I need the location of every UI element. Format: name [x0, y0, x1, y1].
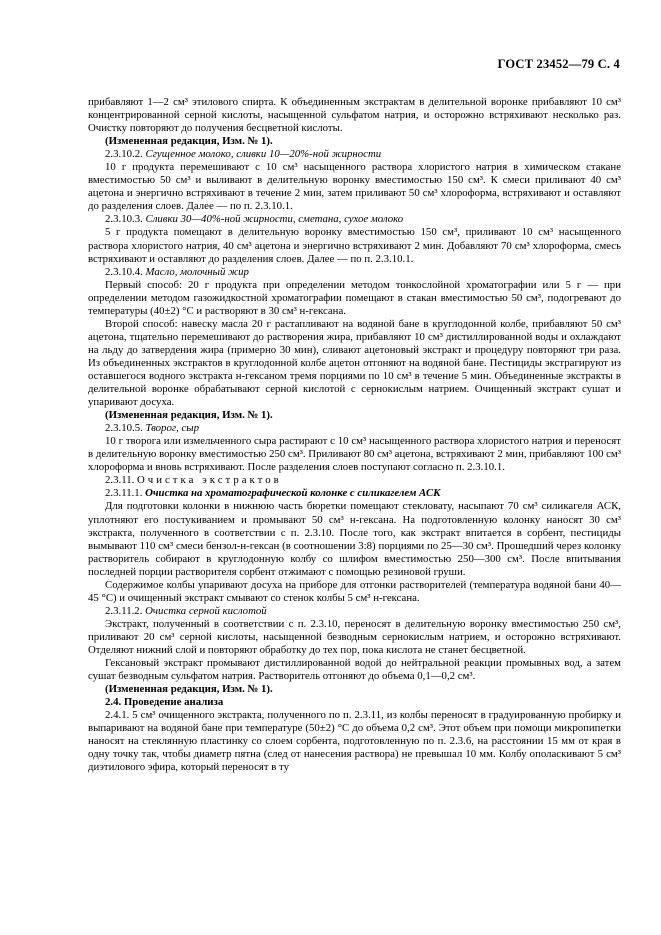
section-heading	[88, 474, 621, 487]
section-number: 2.3.11.1.	[105, 487, 143, 500]
paragraph: Для подготовки колонки в нижнюю часть бюретки помещают стекловату, насыпают 70 см³ силикагеля АСК, уплотняют его постукиванием и промывают 50 см³ н-гексана. На подготовленную колонку наносят 30 см³ экстракта, полученного в соответствии с п. 2.3.10. После того, как экстракт впитается в сорбент, пестициды вымывают 110 см³ смеси бензол-н-гексан (в соотношении 3:8) порциями по 25—30 см³. Прошедший через колонку растворитель собирают в круглодонную колбу со шлифом вместимостью 250—300 см³. После впитывания последней порции растворителя сорбент отжимают с помощью резиновой груши.	[88, 500, 621, 578]
section-heading	[88, 422, 621, 435]
paragraph: Второй способ: навеску масла 20 г растапливают на водяной бане в круглодонной колбе, прибавляют 50 см³ ацетона, тщательно перемешивают до растворения жира, прибавляют 10 см³ дистиллированной воды и охлаждают на льду до затвердения жира (примерно 30 мин), сливают ацетоновый экстракт и процедуру повторяют три раза. Из объединенных экстрактов в круглодонной колбе ацетон отгоняют на водяной бане. Пестициды экстрагируют из оставшегося водного экстракта н-гексаном тремя порциями по 10 см³ в течение 5 мин. Объединенные экстракты в делительной воронке обрабатывают серной кислотой с сернокислым натрием. Очищенный экстракт сушат и упаривают досуха.	[88, 317, 621, 409]
page-header: ГОСТ 23452—79 С. 4	[497, 57, 620, 71]
paragraph: Гексановый экстракт промывают дистиллированной водой до нейтральной реакции промывных вод, а затем сушат безводным сульфатом натрия. Растворитель отгоняют до объема 0,1—0,2 см³.	[88, 657, 621, 683]
paragraph: прибавляют 1—2 см³ этилового спирта. К объединенным экстрактам в делительной воронке прибавляют 10 см³ концентрированной серной кислоты, насыщенной сульфатом натрия, и осторожно встряхивают несколько раз. Очистку повторяют до получения бесцветной кислоты.	[88, 96, 621, 135]
section-title: Очистка серной кислотой	[145, 604, 267, 617]
section-heading	[88, 148, 621, 161]
revision-note: (Измененная редакция, Изм. № 1).	[105, 409, 273, 422]
section-heading: 2.4. Проведение анализа	[105, 696, 224, 709]
section-heading	[88, 605, 621, 618]
revision-note: (Измененная редакция, Изм. № 1).	[105, 683, 273, 696]
section-title: Сгущенное молоко, сливки 10—20%-ной жирности	[145, 148, 382, 161]
section-heading	[88, 266, 621, 279]
paragraph: 5 г продукта помещают в делительную воронку вместимостью 150 см³, приливают 10 см³ насыщенного раствора хлористого натрия, 40 см³ ацетона и энергично встряхивают 2 мин. Добавляют 70 см³ хлороформа, смесь встряхивают и оставляют до разделения слоев. Далее — по п. 2.3.10.1.	[88, 226, 621, 265]
section-number: 2.3.11.	[105, 474, 135, 487]
section-title: Очистка на хроматографической колонке с силикагелем АСК	[145, 487, 441, 500]
section-heading	[88, 213, 621, 226]
paragraph: 10 г продукта перемешивают с 10 см³ насыщенного раствора хлористого натрия в химическом стакане вместимостью 50 см³ и выливают в делительную воронку вместимостью 150 см³. К смеси приливают 40 см³ ацетона и энергично встряхивают в течение 2 мин, затем приливают 50 см³ хлороформа, встряхивают и оставляют до разделения слоев. Далее — по п. 2.3.10.1.	[88, 161, 621, 213]
paragraph: Содержимое колбы упаривают досуха на приборе для отгонки растворителей (температура водяной бани 40—45 °С) и очищенный экстракт смывают со стенок колбы 5 см³ н-гексана.	[88, 578, 621, 604]
paragraph: 10 г творога или измельченного сыра растирают с 10 см³ насыщенного раствора хлористого натрия и переносят в делительную воронку вместимостью 250 см³. Приливают 80 см³ ацетона, встряхивают 2 мин, прибавляют 100 см³ хлороформа и вновь встряхивают. После разделения слоев поступают согласно п. 2.3.10.1.	[88, 435, 621, 474]
revision-note: (Измененная редакция, Изм. № 1).	[105, 135, 273, 148]
section-number: 2.3.10.5.	[105, 422, 143, 435]
paragraph: 2.4.1. 5 см³ очищенного экстракта, полученного по п. 2.3.11, из колбы переносят в градуированную пробирку и выпаривают на водяной бане при температуре (50±2) °С до объема 0,2 см³. Этот объем при помощи микропипетки наносят на стеклянную пластинку со слоем сорбента, подготовленную по п. 2.3.6, на расстоянии 15 мм от края в одну точку так, чтобы диаметр пятна (след от нанесения раствора) не превышал 10 мм. Колбу ополаскивают 5 см³ диэтилового эфира, который переносят в ту	[88, 709, 621, 774]
section-number: 2.3.11.2.	[105, 604, 143, 617]
document-body	[88, 96, 621, 774]
section-number: 2.3.10.2.	[105, 148, 143, 161]
section-heading	[88, 487, 621, 500]
section-title: Масло, молочный жир	[145, 265, 249, 278]
section-title: Творог, сыр	[145, 422, 199, 435]
section-number: 2.3.10.4.	[105, 265, 143, 278]
paragraph: Экстракт, полученный в соответствии с п. 2.3.10, переносят в делительную воронку вместимостью 250 см³, приливают 20 см³ серной кислоты, насыщенной безводным сернокислым натрием, и осторожно встряхивают. Отделяют нижний слой и повторяют обработку до тех пор, пока кислота не станет бесцветной.	[88, 617, 621, 656]
section-title: Сливки 30—40%-ной жирности, сметана, сухое молоко	[145, 213, 404, 226]
section-number: 2.3.10.3.	[105, 213, 143, 226]
paragraph: Первый способ: 20 г продукта при определении методом тонкослойной хроматографии или 5 г — при определении методом газожидкостной хроматографии помещают в стакан вместимостью 50 см³, подогревают до температуры (40±2) °С и растворяют в 30 см³ н-гексана.	[88, 278, 621, 317]
section-title: Очистка экстрактов	[137, 474, 282, 487]
